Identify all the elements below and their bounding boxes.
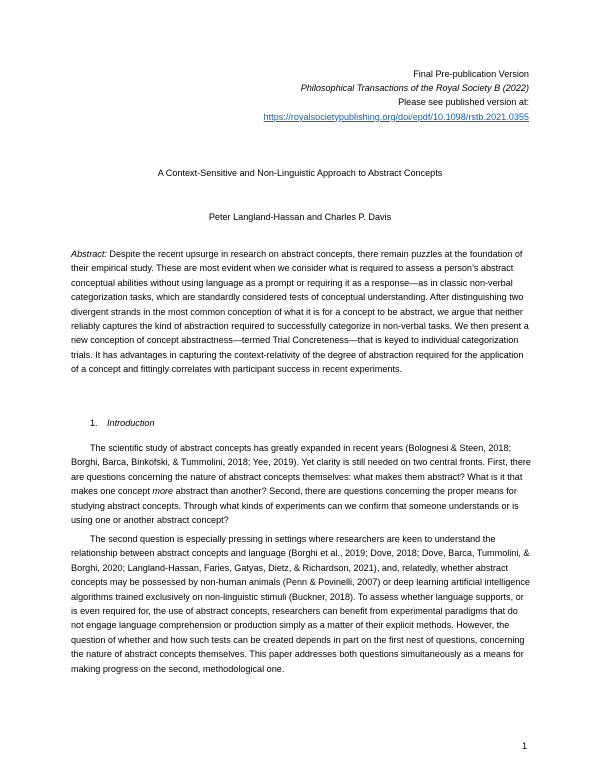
page-number: 1	[521, 741, 527, 751]
section-heading	[90, 416, 520, 430]
body-paragraph	[71, 441, 531, 527]
prepublication-header	[109, 67, 529, 124]
doi-link[interactable]: https://royalsocietypublishing.org/doi/epdf/10.1098/rstb.2021.0355	[263, 111, 529, 122]
journal-name: Philosophical Transactions of the Royal Society B (2022)	[300, 83, 529, 94]
section-number: 1.	[90, 418, 98, 428]
published-version-note: Please see published version at:	[398, 97, 529, 108]
section-title: Introduction	[107, 418, 155, 428]
paragraph-text: The scientific study of abstract concepts has greatly expanded in recent years (Bolognesi & Steen, 2018; Borghi, Barca, Binkofski, & Tummolini, 2018; Yee, 2019). Yet clarity is still needed on two central fronts. First, there are questions concerning the nature of abstract concepts themselves: what makes them abstract? What is it that makes one concept	[71, 443, 531, 497]
body-paragraph-2: The second question is especially pressing in settings where researchers are keen to understand the relationship between abstract concepts and language (Borghi et al., 2019; Dove, 2018; Dove, Barca, Tummolini, & Borghi, 2020; Langland-Hassan, Faries, Gatyas, Dietz, & Richardson, 2021), and, relatedly, whether abstract concepts may be possessed by non-human animals (Penn & Povinelli, 2007) or deep learning artificial intelligence algorithms trained exclusively on non-linguistic stimuli (Buckner, 2018). To assess whether language supports, or is even required for, the use of abstract concepts, researchers can benefit from experimental paradigms that do not engage language comprehension or production simply as a matter of their explicit methods. However, the question of whether and how such tests can be created depends in part on the first nest of questions, concerning the nature of abstract concepts themselves. This paper addresses both questions simultaneously as a means for making progress on the second, methodological one.	[71, 534, 530, 674]
abstract-text: Despite the recent upsurge in research on abstract concepts, there remain puzzles at the foundation of their empirical study. These are most evident when we consider what is required to assess a person’s abstract conceptual abilities without using language as a prompt or requiring it as a response—as in classic non-verbal categorization tasks, which are standardly considered tests of conceptual understanding. After distinguishing two divergent strands in the most common conception of what it is for a concept to be abstract, we argue that neither reliably captures the kind of abstraction required to successfully categorize in non-verbal tasks. We then present a new conception of concept abstractness—termed Trial Concreteness—that is keyed to individual categorization trials. It has advantages in capturing the context-relativity of the degree of abstraction required for the application of a concept and fittingly correlates with participant success in recent experiments.	[71, 249, 529, 375]
abstract	[71, 247, 529, 377]
author-list: Peter Langland-Hassan and Charles P. Davis	[208, 212, 392, 222]
paper-title: A Context-Sensitive and Non-Linguistic Approach to Abstract Concepts	[157, 168, 443, 178]
paragraph-text-continued: abstract than another? Second, there are questions concerning the proper means for studying abstract concepts. Through what kinds of experiments can we confirm that someone understands or is using one or another abstract concept?	[71, 486, 519, 526]
emphasis-more: more	[152, 486, 174, 497]
abstract-label: Abstract:	[71, 249, 107, 259]
version-note: Final Pre-publication Version	[413, 69, 529, 79]
